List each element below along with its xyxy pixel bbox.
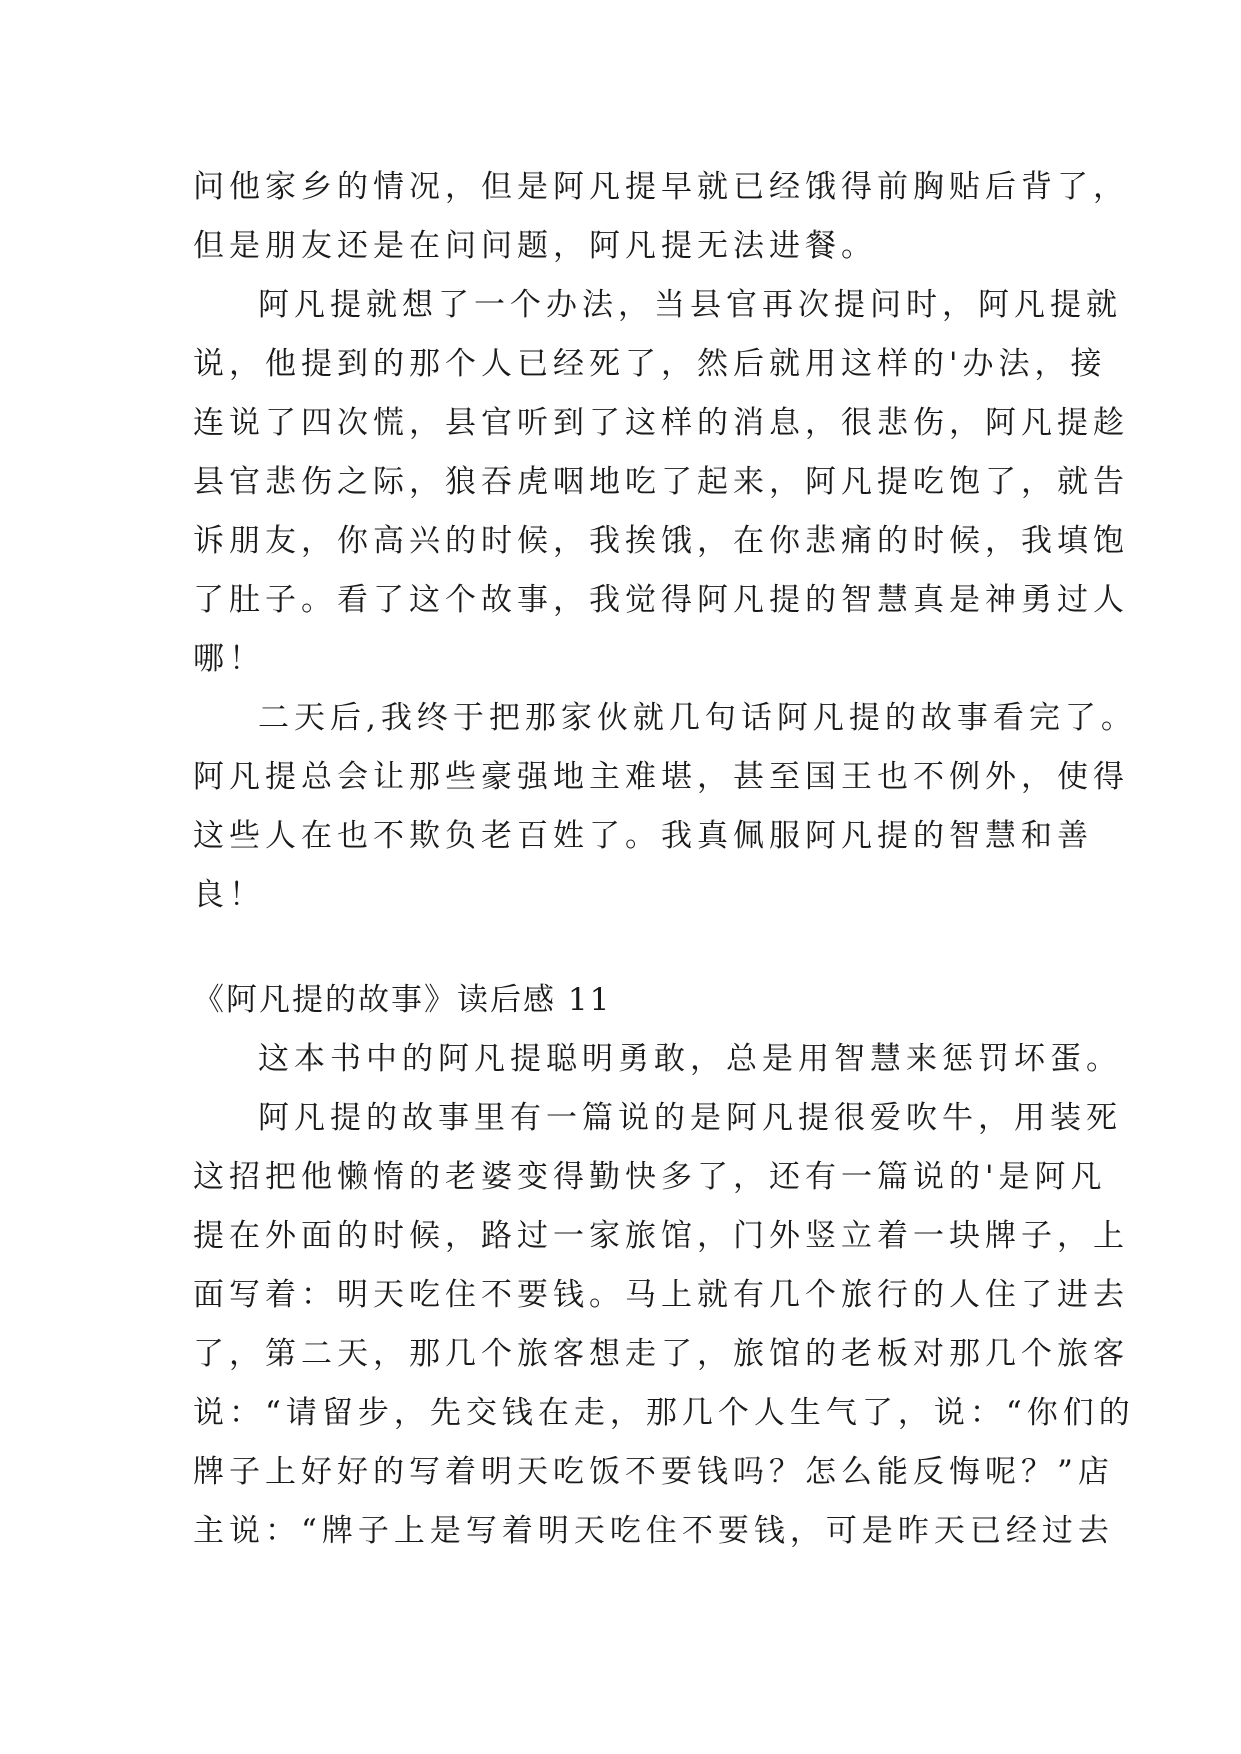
section-heading: 《阿凡提的故事》读后感 11 <box>193 982 612 1018</box>
paragraph-line: 阿凡提的故事里有一篇说的是阿凡提很爱吹牛，用装死 <box>258 1100 1122 1136</box>
paragraph-line: 诉朋友，你高兴的时候，我挨饿，在你悲痛的时候，我填饱 <box>193 523 1129 559</box>
paragraph-line: 良！ <box>193 877 265 913</box>
paragraph-line: 牌子上好好的写着明天吃饭不要钱吗？怎么能反悔呢？”店 <box>193 1454 1114 1490</box>
paragraph-line: 主说：“牌子上是写着明天吃住不要钱，可是昨天已经过去 <box>193 1513 1114 1549</box>
essay-section-11 <box>193 970 1135 1561</box>
paragraph-line: 阿凡提总会让那些豪强地主难堪，甚至国王也不例外，使得 <box>193 759 1129 795</box>
paragraph-line: 但是朋友还是在问问题，阿凡提无法进餐。 <box>193 228 877 264</box>
paragraph-line: 说：“请留步，先交钱在走，那几个人生气了，说：“你们的 <box>193 1395 1135 1431</box>
paragraph-line: 连说了四次慌，县官听到了这样的消息，很悲伤，阿凡提趁 <box>193 405 1129 441</box>
paragraph-line: 说，他提到的那个人已经死了，然后就用这样的'办法，接 <box>193 346 1107 382</box>
paragraph-line: 了肚子。看了这个故事，我觉得阿凡提的智慧真是神勇过人 <box>193 582 1129 618</box>
paragraph-line: 阿凡提就想了一个办法，当县官再次提问时，阿凡提就 <box>258 287 1122 323</box>
essay-section-continued <box>193 158 1137 925</box>
paragraph-line: 这招把他懒惰的老婆变得勤快多了，还有一篇说的'是阿凡 <box>193 1159 1107 1195</box>
paragraph-line: 县官悲伤之际，狼吞虎咽地吃了起来，阿凡提吃饱了，就告 <box>193 464 1129 500</box>
paragraph-line: 这些人在也不欺负老百姓了。我真佩服阿凡提的智慧和善 <box>193 818 1093 854</box>
paragraph-line: 提在外面的时候，路过一家旅馆，门外竖立着一块牌子，上 <box>193 1218 1129 1254</box>
paragraph-line: 面写着：明天吃住不要钱。马上就有几个旅行的人住了进去 <box>193 1277 1129 1313</box>
paragraph-line: 二天后,我终于把那家伙就几句话阿凡提的故事看完了。 <box>258 700 1137 736</box>
paragraph-line: 了，第二天，那几个旅客想走了，旅馆的老板对那几个旅客 <box>193 1336 1129 1372</box>
paragraph-line: 哪！ <box>193 641 265 677</box>
paragraph-line: 问他家乡的情况，但是阿凡提早就已经饿得前胸贴后背了， <box>193 169 1129 205</box>
paragraph-line: 这本书中的阿凡提聪明勇敢，总是用智慧来惩罚坏蛋。 <box>258 1041 1122 1077</box>
